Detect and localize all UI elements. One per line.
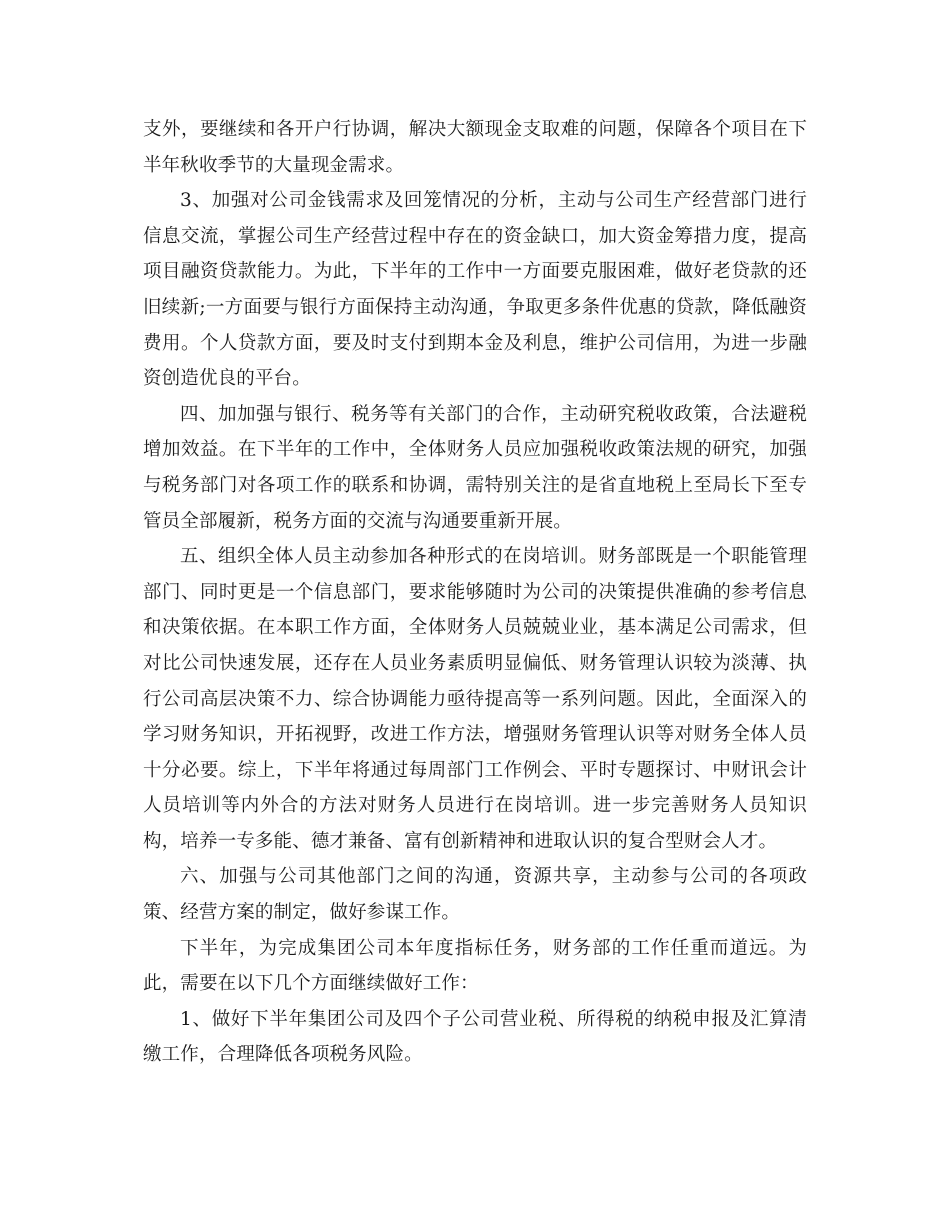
paragraph-section-6-communication: 六、加强与公司其他部门之间的沟通，资源共享，主动参与公司的各项政策、经营方案的制定，做好参谋工作。 xyxy=(143,866,807,924)
paragraph-section-4-tax: 四、加加强与银行、税务等有关部门的合作，主动研究税收政策，合法避税增加效益。在下半年的工作中，全体财务人员应加强税收政策法规的研究，加强与税务部门对各项工作的联系和协调，需特别关注的是省直地税上至局长下至专管员全部履新，税务方面的交流与沟通要重新开展。 xyxy=(143,403,807,532)
paragraph-cash-needs-continued: 支外，要继续和各开户行协调，解决大额现金支取难的问题，保障各个项目在下半年秋收季节的大量现金需求。 xyxy=(143,119,807,176)
document-page xyxy=(143,112,807,1073)
paragraph-item-1-tax-filing: 1、做好下半年集团公司及四个子公司营业税、所得税的纳税申报及汇算清缴工作，合理降低各项税务风险。 xyxy=(143,1008,807,1066)
paragraph-item-3-financing: 3、加强对公司金钱需求及回笼情况的分析，主动与公司生产经营部门进行信息交流，掌握公司生产经营过程中存在的资金缺口，加大资金筹措力度，提高项目融资贷款能力。为此，下半年的工作中一方面要克服困难，做好老贷款的还旧续新;一方面要与银行方面保持主动沟通，争取更多条件优惠的贷款，降低融资费用。个人贷款方面，要及时支付到期本金及利息，维护公司信用，为进一步融资创造优良的平台。 xyxy=(143,190,807,390)
paragraph-section-5-training: 五、组织全体人员主动参加各种形式的在岗培训。财务部既是一个职能管理部门、同时更是一个信息部门，要求能够随时为公司的决策提供准确的参考信息和决策依据。在本职工作方面，全体财务人员兢兢业业，基本满足公司需求，但对比公司快速发展，还存在人员业务素质明显偏低、财务管理认识较为淡薄、执行公司高层决策不力、综合协调能力亟待提高等一系列问题。因此，全面深入的学习财务知识，开拓视野，改进工作方法，增强财务管理认识等对财务全体人员十分必要。综上，下半年将通过每周部门工作例会、平时专题探讨、中财讯会计人员培训等内外合的方法对财务人员进行在岗培训。进一步完善财务人员知识构，培养一专多能、德才兼备、富有创新精神和进取认识的复合型财会人才。 xyxy=(143,546,807,852)
paragraph-second-half-intro: 下半年，为完成集团公司本年度指标任务，财务部的工作任重而道远。为此，需要在以下几个方面继续做好工作： xyxy=(143,937,807,995)
